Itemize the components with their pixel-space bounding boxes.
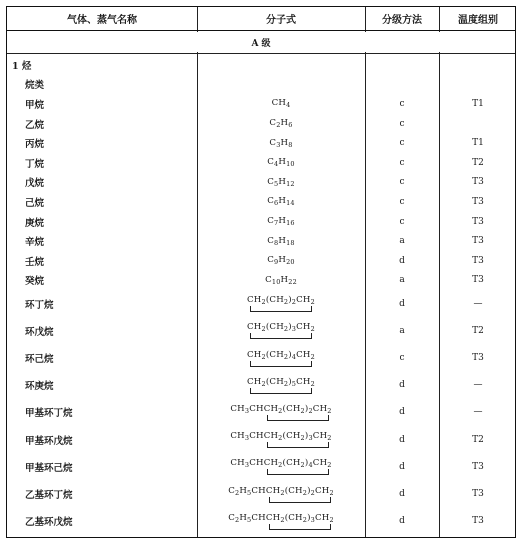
formula-symbol: CH [249, 431, 264, 442]
classification-method: c [399, 118, 405, 129]
formula-symbol: CH [314, 512, 330, 523]
substance-name: 壬烷 [25, 256, 45, 268]
formula-symbol: (CH [265, 295, 284, 306]
classification-method: c [399, 177, 405, 188]
table-row [7, 290, 515, 317]
section-title: A 级 [7, 32, 515, 52]
table-row [7, 345, 515, 372]
formula-symbol: C [269, 137, 277, 148]
substance-name: 环己烷 [25, 354, 54, 366]
substance-name: 甲基环丁烷 [25, 408, 73, 420]
classification-method: a [399, 275, 405, 286]
ring-bracket [267, 442, 329, 448]
temperature-group: T2 [472, 157, 484, 168]
formula-subscript: 2 [300, 461, 305, 470]
formula-subscript: 4 [291, 352, 297, 361]
formula-subscript: 2 [283, 352, 289, 361]
classification-method: c [399, 138, 405, 149]
formula-symbol: CH [271, 98, 287, 109]
formula-text [267, 157, 295, 168]
table-body [7, 55, 515, 535]
formula-symbol: ) [307, 485, 311, 496]
formula-subscript: 2 [278, 434, 283, 443]
formula-symbol: CH [265, 512, 281, 523]
formula-symbol: CH [263, 458, 279, 469]
classification-method: d [399, 255, 405, 266]
formula-symbol: H [280, 137, 289, 148]
table-row [7, 133, 515, 153]
molecular-formula [197, 231, 365, 251]
molecular-formula [197, 114, 365, 134]
classification-method: c [399, 157, 405, 168]
classification-method [365, 55, 439, 75]
table-row [7, 480, 515, 507]
formula-symbol: CH [251, 485, 266, 496]
table-row [7, 508, 515, 535]
ring-bracket [269, 497, 331, 503]
formula-subscript: 2 [302, 488, 308, 497]
formula-subscript: 8 [274, 238, 279, 247]
substance-name: 环丁烷 [25, 299, 54, 311]
table-row [7, 271, 515, 291]
formula-subscript: 9 [274, 258, 279, 267]
formula-subscript: 2 [300, 406, 305, 415]
formula-symbol: (CH [265, 349, 284, 360]
substance-name: 烷类 [25, 80, 45, 92]
formula-symbol: CH [296, 322, 311, 333]
formula-subscript: 2 [327, 406, 332, 415]
molecular-formula [197, 75, 365, 95]
formula-text [230, 458, 331, 475]
classification-method: d [399, 434, 405, 445]
temperature-group [439, 55, 517, 75]
formula-symbol: C [267, 196, 275, 207]
formula-symbol: H [278, 176, 287, 187]
temperature-group: — [473, 298, 483, 309]
formula-subscript: 2 [278, 461, 283, 470]
formula-subscript: 6 [274, 199, 279, 208]
formula-symbol: (CH [284, 485, 303, 496]
classification-method: c [399, 98, 405, 109]
formula-symbol: CH [230, 458, 245, 469]
classification-method: d [399, 516, 405, 527]
substance-name: 1 烃 [12, 60, 32, 72]
formula-subscript: 20 [286, 258, 295, 267]
formula-subscript: 2 [300, 434, 305, 443]
molecular-formula [197, 55, 365, 75]
formula-symbol: CH [312, 458, 328, 469]
formula-symbol: ) [288, 376, 292, 387]
formula-symbol: CH [230, 403, 245, 414]
molecular-formula [197, 345, 365, 372]
molecular-formula [197, 426, 365, 453]
classification-method: c [399, 216, 405, 227]
classification-method [365, 75, 439, 95]
formula-text [267, 236, 295, 247]
formula-symbol: CH [263, 431, 279, 442]
formula-symbol: CH [247, 322, 262, 333]
table-row [7, 192, 515, 212]
molecular-formula [197, 317, 365, 344]
temperature-group: — [473, 407, 483, 418]
formula-subscript: 22 [288, 277, 297, 286]
temperature-group [439, 114, 517, 134]
ring-bracket [250, 388, 312, 394]
table-row [7, 426, 515, 453]
classification-method: a [399, 236, 405, 247]
formula-subscript: 2 [261, 298, 266, 307]
formula-symbol: CH [265, 485, 281, 496]
formula-symbol: ) [304, 403, 309, 414]
formula-subscript: 2 [234, 488, 240, 497]
formula-subscript: 3 [308, 434, 313, 443]
formula-symbol: (CH [282, 403, 301, 414]
formula-symbol: H [278, 255, 287, 266]
formula-subscript: 2 [276, 121, 281, 130]
temperature-group: T1 [472, 138, 484, 149]
formula-symbol: CH [247, 349, 262, 360]
substance-name: 乙基环戊烷 [25, 517, 73, 529]
formula-subscript: 16 [286, 219, 295, 228]
formula-symbol: H [239, 512, 248, 523]
formula-text [267, 216, 295, 227]
substance-name: 辛烷 [25, 237, 45, 249]
classification-method: c [399, 196, 405, 207]
table-row [7, 173, 515, 193]
formula-subscript: 2 [302, 515, 308, 524]
formula-subscript: 2 [329, 488, 334, 497]
formula-symbol: CH [249, 403, 264, 414]
molecular-formula [197, 212, 365, 232]
substance-name: 丙烷 [25, 139, 45, 151]
formula-text [267, 255, 295, 266]
formula-subscript: 2 [310, 379, 315, 388]
gas-classification-table [6, 6, 516, 538]
table-row [7, 251, 515, 271]
formula-symbol: (CH [282, 431, 301, 442]
formula-symbol: CH [312, 431, 328, 442]
substance-name: 甲烷 [25, 99, 45, 111]
molecular-formula [197, 271, 365, 291]
formula-symbol: C [269, 118, 277, 129]
molecular-formula [197, 290, 365, 317]
formula-subscript: 4 [308, 461, 313, 470]
formula-symbol: CH [296, 295, 311, 306]
formula-symbol: (CH [284, 512, 303, 523]
formula-subscript: 2 [280, 515, 285, 524]
formula-subscript: 2 [310, 352, 315, 361]
formula-subscript: 2 [261, 379, 266, 388]
formula-subscript: 2 [283, 325, 289, 334]
header-method: 分级方法 [382, 15, 422, 26]
molecular-formula [197, 133, 365, 153]
formula-symbol: CH [230, 431, 245, 442]
header-temperature-group: 温度组别 [458, 15, 498, 26]
formula-symbol: ) [307, 512, 311, 523]
formula-subscript: 18 [286, 238, 295, 247]
formula-subscript: 6 [288, 121, 293, 130]
ring-bracket [267, 469, 329, 475]
formula-text [230, 431, 331, 448]
formula-symbol: H [239, 485, 248, 496]
formula-symbol: C [228, 485, 235, 496]
formula-symbol: H [280, 274, 289, 285]
formula-subscript: 2 [283, 298, 289, 307]
formula-symbol: CH [296, 349, 311, 360]
ring-bracket [250, 306, 312, 312]
temperature-group: T3 [472, 196, 484, 207]
formula-subscript: 12 [286, 179, 295, 188]
formula-subscript: 10 [286, 160, 295, 169]
formula-symbol: CH [247, 295, 262, 306]
formula-subscript: 2 [310, 488, 315, 497]
formula-symbol: C [267, 255, 275, 266]
substance-name: 环戊烷 [25, 326, 54, 338]
table-row [7, 212, 515, 232]
formula-subscript: 3 [310, 515, 315, 524]
formula-symbol: CH [251, 512, 266, 523]
formula-text [247, 377, 315, 394]
formula-symbol: H [278, 216, 287, 227]
table-row [7, 317, 515, 344]
formula-subscript: 5 [291, 379, 297, 388]
formula-symbol: CH [263, 403, 279, 414]
formula-text [269, 138, 292, 149]
formula-text [247, 322, 315, 339]
substance-name: 乙烷 [25, 119, 45, 131]
molecular-formula [197, 372, 365, 399]
substance-name: 乙基环丁烷 [25, 490, 73, 502]
table-row [7, 231, 515, 251]
formula-text [228, 513, 334, 530]
header-name: 气体、蒸气名称 [67, 15, 137, 26]
table-row [7, 153, 515, 173]
formula-symbol: C [267, 235, 275, 246]
classification-method: a [399, 325, 405, 336]
formula-text [230, 404, 331, 421]
classification-method: c [399, 353, 405, 364]
substance-name: 己烷 [25, 197, 45, 209]
formula-subscript: 14 [286, 199, 295, 208]
formula-subscript: 10 [271, 277, 281, 286]
molecular-formula [197, 251, 365, 271]
substance-name: 戊烷 [25, 178, 45, 190]
temperature-group: T3 [472, 516, 484, 527]
formula-subscript: 2 [329, 515, 334, 524]
substance-name: 甲基环戊烷 [25, 435, 73, 447]
formula-subscript: 2 [278, 406, 283, 415]
formula-subscript: 5 [247, 515, 252, 524]
formula-symbol: ) [304, 458, 309, 469]
temperature-group: T3 [472, 255, 484, 266]
formula-symbol: C [267, 176, 275, 187]
formula-symbol: C [265, 274, 272, 285]
substance-name: 丁烷 [25, 158, 45, 170]
formula-subscript: 2 [308, 406, 313, 415]
formula-symbol: ) [288, 349, 292, 360]
formula-symbol: H [278, 157, 287, 168]
molecular-formula [197, 453, 365, 480]
molecular-formula [197, 192, 365, 212]
classification-method: d [399, 407, 405, 418]
formula-symbol: C [228, 512, 235, 523]
formula-subscript: 8 [288, 140, 293, 149]
section-rule [7, 53, 515, 54]
formula-subscript: 3 [276, 140, 281, 149]
molecular-formula [197, 399, 365, 426]
table-row [7, 453, 515, 480]
formula-text [267, 196, 295, 207]
formula-symbol: ) [304, 431, 309, 442]
classification-method: d [399, 380, 405, 391]
table-row [7, 372, 515, 399]
formula-symbol: ) [288, 295, 292, 306]
formula-subscript: 2 [327, 434, 332, 443]
table-row [7, 399, 515, 426]
formula-subscript: 2 [261, 325, 266, 334]
formula-subscript: 4 [286, 101, 291, 110]
ring-bracket [250, 333, 312, 339]
temperature-group: T2 [472, 325, 484, 336]
temperature-group: T3 [472, 236, 484, 247]
table-row [7, 55, 515, 75]
classification-method: d [399, 489, 405, 500]
substance-name: 环庚烷 [25, 381, 54, 393]
formula-subscript: 3 [244, 406, 250, 415]
header-formula: 分子式 [266, 15, 296, 26]
formula-text [267, 177, 295, 188]
temperature-group: T3 [472, 177, 484, 188]
ring-bracket [267, 415, 329, 421]
formula-subscript: 3 [244, 461, 250, 470]
substance-name: 癸烷 [25, 276, 45, 288]
ring-bracket [250, 361, 312, 367]
temperature-group: T3 [472, 353, 484, 364]
temperature-group: T3 [472, 461, 484, 472]
formula-symbol: (CH [265, 376, 284, 387]
formula-text [228, 486, 334, 503]
temperature-group: T1 [472, 98, 484, 109]
molecular-formula [197, 508, 365, 535]
formula-text [272, 98, 291, 109]
classification-method: d [399, 298, 405, 309]
formula-subscript: 2 [283, 379, 289, 388]
temperature-group [439, 75, 517, 95]
formula-text [265, 275, 297, 286]
formula-subscript: 2 [234, 515, 240, 524]
molecular-formula [197, 480, 365, 507]
formula-symbol: (CH [265, 322, 284, 333]
formula-subscript: 5 [274, 179, 279, 188]
formula-text [247, 295, 315, 312]
table-row [7, 114, 515, 134]
formula-subscript: 4 [274, 160, 279, 169]
header-rule [7, 30, 515, 31]
formula-subscript: 2 [310, 298, 315, 307]
temperature-group: T3 [472, 216, 484, 227]
formula-text [269, 118, 292, 129]
classification-method: d [399, 461, 405, 472]
formula-subscript: 7 [274, 219, 279, 228]
molecular-formula [197, 153, 365, 173]
temperature-group: T3 [472, 275, 484, 286]
temperature-group: T3 [472, 489, 484, 500]
table-row [7, 94, 515, 114]
molecular-formula [197, 173, 365, 193]
formula-subscript: 3 [244, 434, 250, 443]
formula-symbol: CH [249, 458, 264, 469]
formula-subscript: 5 [247, 488, 252, 497]
formula-symbol: CH [314, 485, 330, 496]
ring-bracket [269, 524, 331, 530]
formula-symbol: H [280, 118, 289, 129]
formula-subscript: 2 [291, 298, 297, 307]
formula-subscript: 2 [327, 461, 332, 470]
formula-symbol: H [278, 196, 287, 207]
formula-text [247, 350, 315, 367]
temperature-group: T2 [472, 434, 484, 445]
substance-name: 甲基环己烷 [25, 462, 73, 474]
substance-name: 庚烷 [25, 217, 45, 229]
formula-subscript: 2 [261, 352, 266, 361]
molecular-formula [197, 94, 365, 114]
formula-subscript: 2 [310, 325, 315, 334]
formula-symbol: CH [247, 376, 262, 387]
formula-symbol: H [278, 235, 287, 246]
temperature-group: — [473, 380, 483, 391]
formula-symbol: C [267, 216, 275, 227]
formula-symbol: CH [296, 376, 311, 387]
formula-symbol: C [267, 157, 275, 168]
table-row [7, 75, 515, 95]
formula-symbol: ) [288, 322, 292, 333]
formula-subscript: 2 [280, 488, 285, 497]
formula-symbol: CH [312, 403, 328, 414]
formula-symbol: (CH [282, 458, 301, 469]
formula-subscript: 3 [291, 325, 297, 334]
